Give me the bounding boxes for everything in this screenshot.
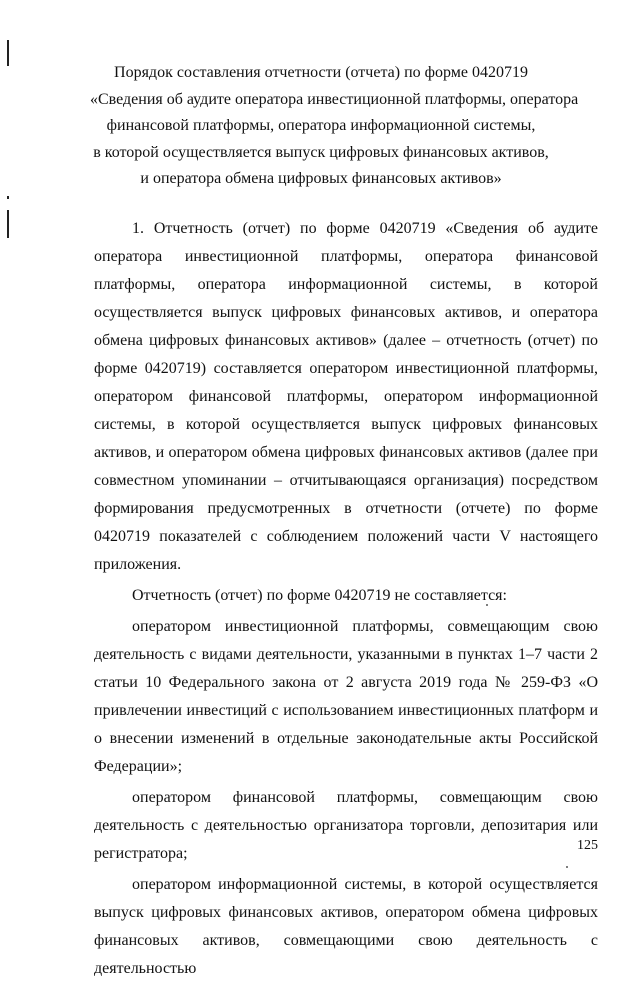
margin-scan-mark	[7, 210, 9, 238]
margin-scan-mark	[7, 196, 9, 199]
title-line: в которой осуществляется выпуск цифровых финансовых активов,	[93, 143, 549, 161]
page-number: 125	[577, 838, 598, 853]
title-line: «Сведения об аудите оператора инвестиционной платформы, оператора	[90, 90, 579, 108]
margin-scan-mark	[7, 40, 9, 66]
scan-speck	[566, 866, 568, 868]
title-line: финансовой платформы, оператора информационной системы,	[106, 117, 536, 134]
document-body	[94, 215, 598, 983]
title-line: Порядок составления отчетности (отчета) по форме 0420719	[114, 64, 528, 81]
title-line: и оператора обмена цифровых финансовых активов»	[140, 170, 502, 187]
paragraph-investment-platform-operator: оператором инвестиционной платформы, совмещающим свою деятельность с видами деятельности, указанными в пунктах 1–7 части 2 статьи 10 Федерального закона от 2 августа 2019 года № 259-ФЗ «О привлечении инвестиций с использованием инвестиционных платформ и о внесении изменений в отдельные законодательные акты Российской Федерации»;	[94, 618, 598, 775]
scan-speck	[486, 604, 488, 606]
paragraph-financial-platform-operator: оператором финансовой платформы, совмещающим свою деятельность с деятельностью организатора торговли, депозитария или регистратора;	[94, 789, 598, 862]
paragraph-not-compiled: Отчетность (отчет) по форме 0420719 не составляется:	[132, 587, 507, 604]
paragraph-clause-1: 1. Отчетность (отчет) по форме 0420719 «Сведения об аудите оператора инвестиционной платформы, оператора финансовой платформы, оператора информационной системы, в которой осуществляется выпуск цифровых финансовых активов, и оператора обмена цифровых финансовых активов» (далее – отчетность (отчет) по форме 0420719) составляется оператором инвестиционной платформы, оператором финансовой платформы, оператором информационной системы, в которой осуществляется выпуск цифровых финансовых активов, и оператором обмена цифровых финансовых активов (далее при совместном упоминании – отчитывающаяся организация) посредством формирования предусмотренных в отчетности (отчете) по форме 0420719 показателей с соблюдением положений части V настоящего приложения.	[94, 220, 598, 573]
document-title	[90, 60, 579, 193]
paragraph-information-system-operator: оператором информационной системы, в которой осуществляется выпуск цифровых финансовых активов, оператором обмена цифровых финансовых активов, совмещающими свою деятельность с деятельностью	[94, 876, 598, 977]
